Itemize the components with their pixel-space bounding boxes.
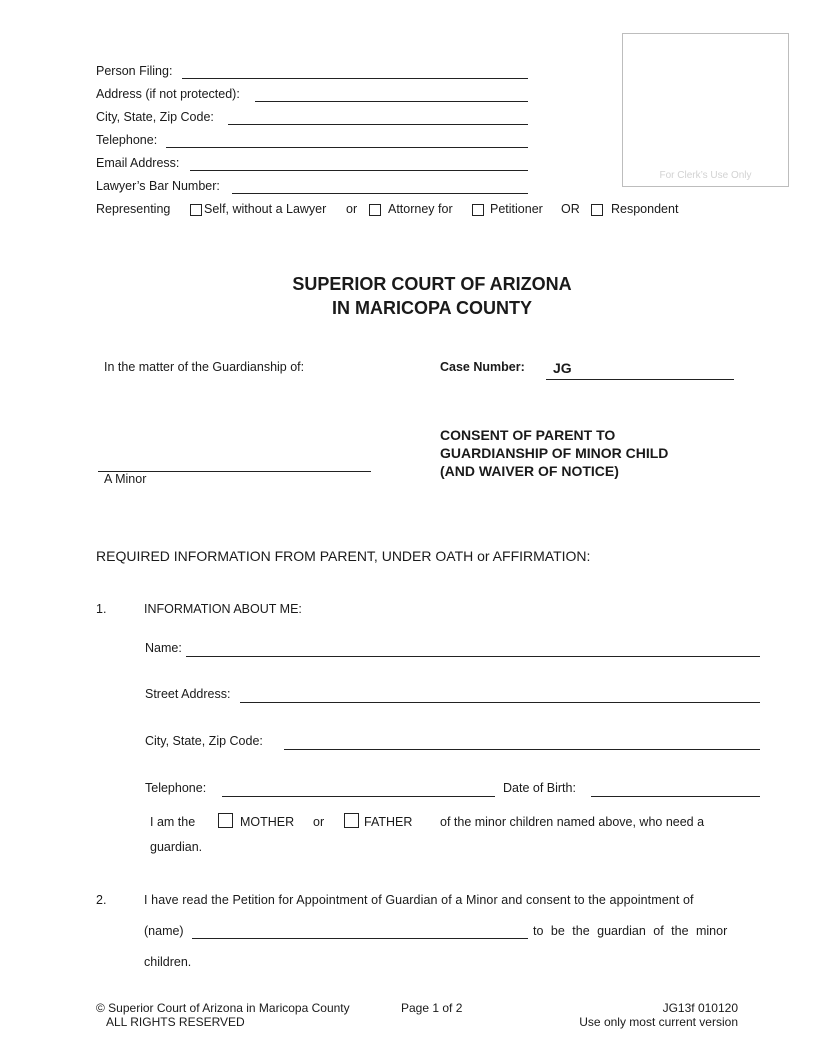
guardian-name-field[interactable] bbox=[192, 938, 528, 939]
father-label: FATHER bbox=[364, 815, 413, 829]
to-be-guardian-text: to be the guardian of the minor bbox=[533, 924, 728, 938]
name-paren-label: (name) bbox=[144, 924, 184, 938]
phone-field[interactable] bbox=[222, 796, 495, 797]
footer-copyright: © Superior Court of Arizona in Maricopa County bbox=[96, 1001, 350, 1015]
bar-number-label: Lawyer’s Bar Number: bbox=[96, 179, 220, 193]
respondent-checkbox[interactable] bbox=[591, 204, 603, 216]
self-checkbox[interactable] bbox=[190, 204, 202, 216]
children-text: children. bbox=[144, 955, 192, 969]
email-label: Email Address: bbox=[96, 156, 180, 170]
city-label: City, State, Zip Code: bbox=[145, 734, 263, 748]
section2-line1: I have read the Petition for Appointment of Guardian of a Minor and consent to the appointment of bbox=[144, 893, 694, 907]
or-text-2: or bbox=[313, 815, 325, 829]
case-number-value: JG bbox=[553, 360, 572, 376]
dob-label: Date of Birth: bbox=[503, 781, 576, 795]
case-number-label: Case Number: bbox=[440, 360, 525, 374]
petitioner-label: Petitioner bbox=[490, 202, 543, 216]
footer-page-number: Page 1 of 2 bbox=[401, 1001, 463, 1015]
name-label: Name: bbox=[145, 641, 182, 655]
dob-field[interactable] bbox=[591, 796, 760, 797]
address-label: Address (if not protected): bbox=[96, 87, 240, 101]
attorney-for-label: Attorney for bbox=[388, 202, 453, 216]
document-title-line1: CONSENT OF PARENT TO bbox=[440, 427, 616, 443]
telephone-label: Telephone: bbox=[96, 133, 158, 147]
address-field[interactable] bbox=[255, 101, 528, 102]
footer-rights: ALL RIGHTS RESERVED bbox=[106, 1015, 245, 1029]
guardian-text: guardian. bbox=[150, 840, 203, 854]
mother-checkbox[interactable] bbox=[218, 813, 233, 828]
attorney-checkbox[interactable] bbox=[369, 204, 381, 216]
telephone-field[interactable] bbox=[166, 147, 528, 148]
footer-version-note: Use only most current version bbox=[579, 1015, 738, 1029]
email-field[interactable] bbox=[190, 170, 528, 171]
court-title-line1: SUPERIOR COURT OF ARIZONA bbox=[292, 274, 572, 294]
section2-number: 2. bbox=[96, 893, 107, 907]
street-address-field[interactable] bbox=[240, 702, 760, 703]
representing-label: Representing bbox=[96, 202, 171, 216]
street-address-label: Street Address: bbox=[145, 687, 231, 701]
matter-label: In the matter of the Guardianship of: bbox=[104, 360, 305, 374]
name-field[interactable] bbox=[186, 656, 760, 657]
clerk-use-text: For Clerk’s Use Only bbox=[659, 170, 752, 181]
or-caps-text: OR bbox=[561, 202, 580, 216]
person-filing-label: Person Filing: bbox=[96, 64, 173, 78]
clerk-use-box bbox=[622, 33, 789, 187]
court-title-line2: IN MARICOPA COUNTY bbox=[332, 298, 532, 318]
city-field[interactable] bbox=[284, 749, 760, 750]
or-text: or bbox=[346, 202, 358, 216]
mother-label: MOTHER bbox=[240, 815, 295, 829]
minor-label: A Minor bbox=[104, 472, 147, 486]
section1-heading: INFORMATION ABOUT ME: bbox=[144, 602, 302, 616]
document-title-line2: GUARDIANSHIP OF MINOR CHILD bbox=[440, 445, 669, 461]
city-state-zip-label: City, State, Zip Code: bbox=[96, 110, 214, 124]
document-title-line3: (AND WAIVER OF NOTICE) bbox=[440, 463, 619, 479]
father-checkbox[interactable] bbox=[344, 813, 359, 828]
phone-label: Telephone: bbox=[145, 781, 207, 795]
case-number-field[interactable] bbox=[546, 379, 734, 380]
footer-form-code: JG13f 010120 bbox=[662, 1001, 738, 1015]
section1-number: 1. bbox=[96, 602, 107, 616]
i-am-the-text: I am the bbox=[150, 815, 196, 829]
minor-children-text: of the minor children named above, who need a bbox=[440, 815, 705, 829]
required-info-heading: REQUIRED INFORMATION FROM PARENT, UNDER OATH or AFFIRMATION: bbox=[96, 548, 591, 564]
respondent-label: Respondent bbox=[611, 202, 679, 216]
person-filing-field[interactable] bbox=[182, 78, 528, 79]
self-label: Self, without a Lawyer bbox=[204, 202, 327, 216]
city-state-zip-field[interactable] bbox=[228, 124, 528, 125]
petitioner-checkbox[interactable] bbox=[472, 204, 484, 216]
bar-number-field[interactable] bbox=[232, 193, 528, 194]
